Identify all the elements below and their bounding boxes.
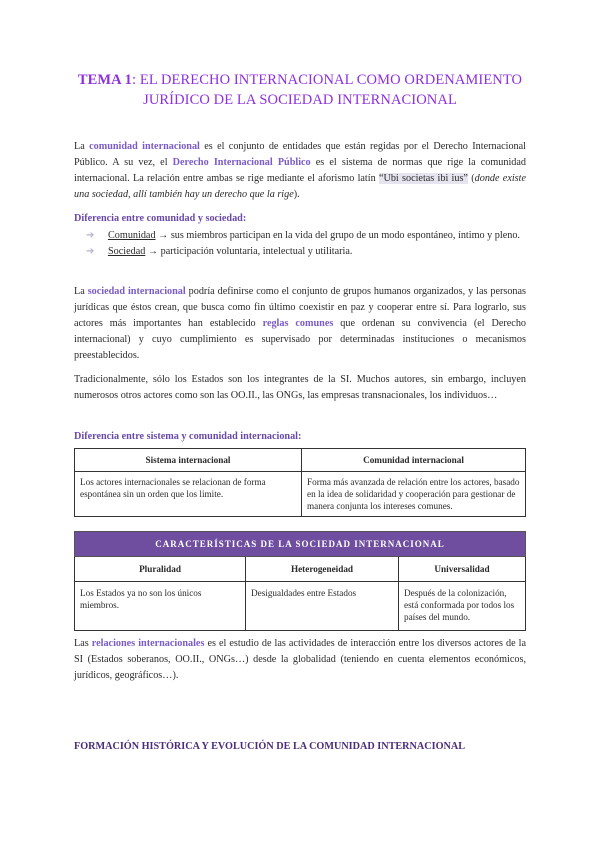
- term-relaciones-internacionales: relaciones internacionales: [91, 638, 205, 649]
- table-cell: Los Estados ya no son los únicos miembros.: [75, 582, 246, 631]
- caracteristicas-table: [74, 531, 526, 631]
- section-heading-comunidad-sociedad: Diferencia entre comunidad y sociedad:: [74, 213, 247, 224]
- table-cell: Forma más avanzada de relación entre los actores, basado en la idea de solidaridad y cooperación para gestionar de manera conjunta los intereses comunes.: [302, 472, 526, 517]
- table-header: Heterogeneidad: [246, 557, 399, 582]
- table-header: Universalidad: [399, 557, 526, 582]
- table-header-row: [75, 449, 526, 472]
- text-run: es el conjunto de entidades que están regidas por el Derecho Internacional Público. A su vez, el: [74, 141, 526, 168]
- bullet-text: → sus miembros participan en la vida del grupo de un modo espontáneo, íntimo y pleno.: [155, 230, 520, 241]
- table-header: Sistema internacional: [75, 449, 302, 472]
- term-sociedad-internacional: sociedad internacional: [87, 286, 186, 297]
- table-cell: Los actores internacionales se relacionan de forma espontánea sin un orden que los limite.: [75, 472, 302, 517]
- text-run: que ordenan su convivencia (el Derecho internacional) y cuyo cumplimiento es supervisado por determinadas instituciones o mecanismos preestablecidos.: [74, 318, 527, 361]
- bullet-term: Sociedad: [108, 246, 146, 257]
- bullet-list: [86, 228, 526, 260]
- sociedad-paragraph: [74, 284, 526, 364]
- table-header: Pluralidad: [75, 557, 246, 582]
- list-item: [86, 244, 526, 260]
- intro-paragraph: [74, 139, 526, 203]
- table-cell: Desigualdades entre Estados: [246, 582, 399, 631]
- term-derecho-internacional-publico: Derecho Internacional Público: [172, 157, 311, 168]
- text-run: es el estudio de las actividades de interacción entre los diversos actores de la SI (Estados soberanos, OO.II., ONGs…) desde la globalidad (teniendo en cuenta elementos económicos, jurídicos, geográficos…).: [74, 638, 526, 681]
- next-section-heading: FORMACIÓN HISTÓRICA Y EVOLUCIÓN DE LA COMUNIDAD INTERNACIONAL: [74, 741, 466, 752]
- bullet-text: → participación voluntaria, intelectual y utilitaria.: [145, 246, 353, 257]
- text-run: es el sistema de normas que rige la comunidad internacional. La relación entre ambas se rige mediante el aforismo latín: [74, 157, 527, 184]
- text-run: ).: [293, 189, 300, 200]
- text-run: Las: [74, 638, 92, 649]
- latin-aphorism: “Ubi societas ibi ius”: [378, 173, 468, 184]
- page-title: [60, 70, 540, 110]
- table-header-row: [75, 557, 526, 582]
- term-reglas-comunes: reglas comunes: [262, 318, 334, 329]
- arrow-icon: ➔: [86, 246, 95, 257]
- section-heading-sistema-comunidad: Diferencia entre sistema y comunidad internacional:: [74, 431, 302, 442]
- title-text: : EL DERECHO INTERNACIONAL COMO ORDENAMIENTO JURÍDICO DE LA SOCIEDAD INTERNACIONAL: [132, 72, 523, 108]
- text-run: La: [74, 286, 88, 297]
- table-caption: CARACTERÍSTICAS DE LA SOCIEDAD INTERNACIONAL: [75, 532, 526, 557]
- text-run: La: [74, 141, 90, 152]
- text-run: (: [467, 173, 475, 184]
- bullet-term: Comunidad: [108, 230, 156, 241]
- arrow-icon: ➔: [86, 230, 95, 241]
- term-comunidad-internacional: comunidad internacional: [89, 141, 200, 152]
- list-item: [86, 228, 526, 244]
- table-caption-row: [75, 532, 526, 557]
- table-header: Comunidad internacional: [302, 449, 526, 472]
- title-number: TEMA 1: [77, 72, 133, 88]
- table-row: [75, 472, 526, 517]
- sistema-comunidad-table: [74, 448, 526, 517]
- text-run: podría definirse como el conjunto de grupos humanos organizados, y las personas jurídicas que éstos crean, que busca como fin último coexistir en paz y cooperar entre sí. Para lograrlo, sus actores más importantes han establecido: [74, 286, 527, 329]
- relaciones-paragraph: [74, 636, 526, 684]
- table-cell: Después de la colonización, está conformada por todos los países del mundo.: [399, 582, 526, 631]
- tradicional-paragraph: Tradicionalmente, sólo los Estados son los integrantes de la SI. Muchos autores, sin embargo, incluyen numerosos otros actores como son las OO.II., las ONGs, las empresas transnacionales, los individuos…: [74, 374, 526, 401]
- aphorism-translation: donde existe una sociedad, allí también hay un derecho que la rige: [74, 173, 526, 200]
- table-row: [75, 582, 526, 631]
